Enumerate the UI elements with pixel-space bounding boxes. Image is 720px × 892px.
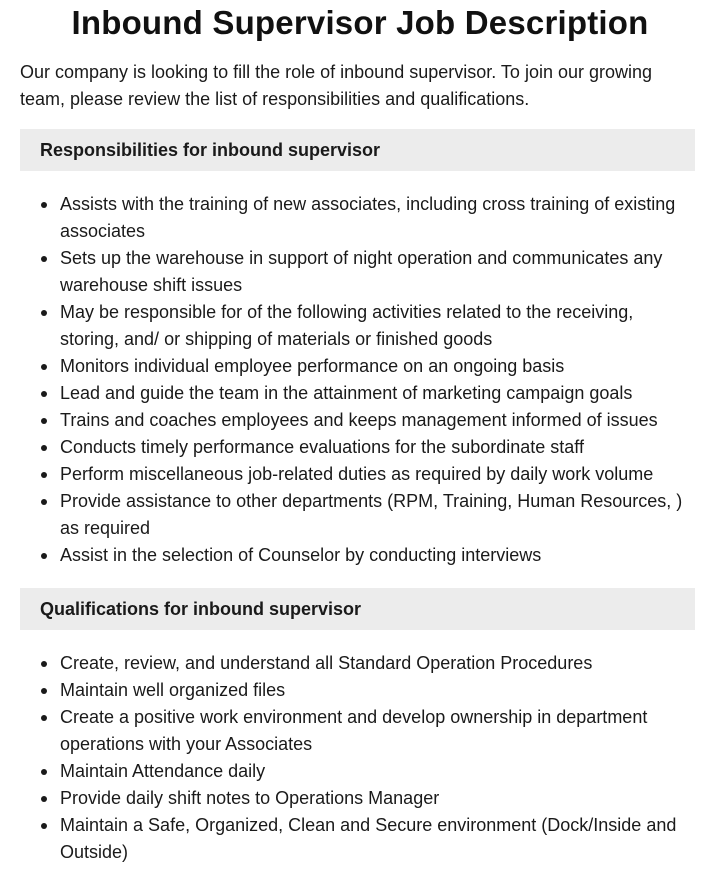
bullet-icon	[41, 391, 47, 397]
list-item-text: Conducts timely performance evaluations for the subordinate staff	[60, 437, 584, 457]
list-item	[0, 488, 720, 542]
bullet-icon	[41, 418, 47, 424]
list-item	[0, 353, 720, 380]
bullet-icon	[41, 472, 47, 478]
list-item-text: Maintain well organized files	[60, 680, 286, 700]
bullet-icon	[41, 661, 47, 667]
list-item	[0, 191, 720, 245]
intro-paragraph: Our company is looking to fill the role of inbound supervisor. To join our growing team, please review the list of responsibilities and qualifications.	[20, 62, 653, 109]
list-item	[0, 677, 720, 704]
list-item	[0, 380, 720, 407]
qualifications-list	[0, 630, 720, 866]
list-item-text: Maintain a Safe, Organized, Clean and Secure environment (Dock/Inside and Outside)	[60, 815, 677, 862]
list-item	[0, 785, 720, 812]
list-item-text: Assists with the training of new associates, including cross training of existing associates	[60, 194, 676, 241]
list-item	[0, 245, 720, 299]
responsibilities-list	[0, 171, 720, 569]
bullet-icon	[41, 364, 47, 370]
bullet-icon	[41, 499, 47, 505]
bullet-icon	[41, 310, 47, 316]
list-item-text: Create, review, and understand all Standard Operation Procedures	[60, 653, 593, 673]
responsibilities-heading: Responsibilities for inbound supervisor	[20, 129, 695, 171]
list-item-text: Perform miscellaneous job-related duties as required by daily work volume	[60, 464, 654, 484]
bullet-icon	[41, 202, 47, 208]
page-title: Inbound Supervisor Job Description	[71, 4, 649, 41]
list-item	[0, 407, 720, 434]
bullet-icon	[41, 823, 47, 829]
list-item-text: Lead and guide the team in the attainment of marketing campaign goals	[60, 383, 633, 403]
list-item-text: Trains and coaches employees and keeps management informed of issues	[60, 410, 658, 430]
list-item	[0, 758, 720, 785]
bullet-icon	[41, 256, 47, 262]
list-item-text: Provide assistance to other departments (RPM, Training, Human Resources, ) as required	[60, 491, 683, 538]
list-item-text: Assist in the selection of Counselor by conducting interviews	[60, 545, 542, 565]
list-item	[0, 542, 720, 569]
list-item	[0, 434, 720, 461]
bullet-icon	[41, 445, 47, 451]
list-item	[0, 299, 720, 353]
list-item	[0, 704, 720, 758]
list-item	[0, 650, 720, 677]
list-item-text: May be responsible for of the following activities related to the receiving, storing, and/ or shipping of materials or finished goods	[60, 302, 634, 349]
bullet-icon	[41, 688, 47, 694]
bullet-icon	[41, 553, 47, 559]
list-item-text: Provide daily shift notes to Operations Manager	[60, 788, 440, 808]
list-item-text: Maintain Attendance daily	[60, 761, 266, 781]
list-item	[0, 461, 720, 488]
list-item-text: Create a positive work environment and develop ownership in department operations with your Associates	[60, 707, 648, 754]
list-item-text: Sets up the warehouse in support of night operation and communicates any warehouse shift issues	[60, 248, 663, 295]
qualifications-heading: Qualifications for inbound supervisor	[20, 588, 695, 630]
bullet-icon	[41, 796, 47, 802]
bullet-icon	[41, 769, 47, 775]
bullet-icon	[41, 715, 47, 721]
list-item-text: Monitors individual employee performance on an ongoing basis	[60, 356, 565, 376]
list-item	[0, 812, 720, 866]
